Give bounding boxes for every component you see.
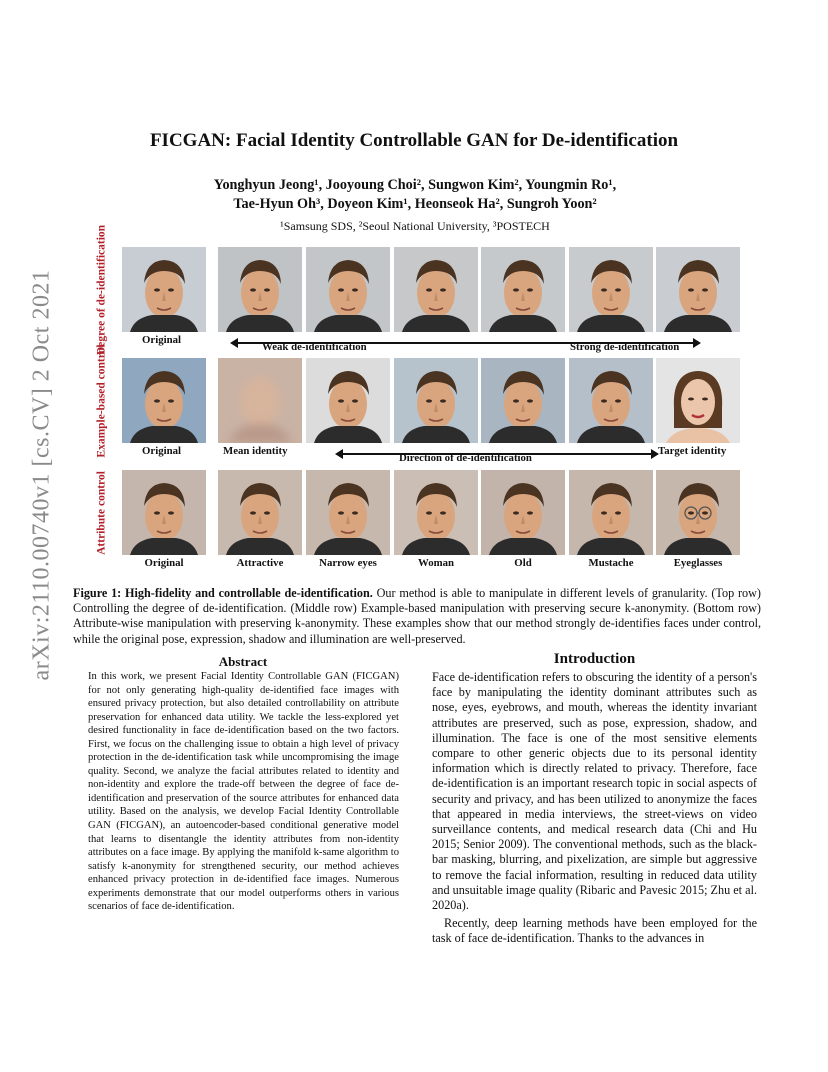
attr-caption-woman: Woman [418,557,454,569]
face-image-attr-woman [394,470,478,555]
caption-target-identity: Target identity [658,445,727,457]
face-image-attr-attractive [218,470,302,555]
face-image-deid-1 [218,247,302,332]
author-list [120,176,710,214]
attr-caption-mustache: Mustache [588,557,634,569]
row-label-attribute: Attribute control [95,471,108,555]
face-image-deid-2 [306,247,390,332]
face-image-mean-identity [218,358,302,443]
attr-caption-old: Old [514,557,532,569]
caption-mean-identity: Mean identity [223,445,288,457]
figure-caption [73,586,761,647]
abstract-heading: Abstract [218,654,268,669]
arxiv-stamp: arXiv:2110.00740v1 [cs.CV] 2 Oct 2021 [28,269,55,681]
authors-line-2: Tae-Hyun Oh³, Doyeon Kim¹, Heonseok Ha², Sungroh Yoon² [233,196,597,212]
intro-body [432,670,757,947]
paper-title: FICGAN: Facial Identity Controllable GAN for De-identification [149,130,679,151]
face-image-original-2 [122,358,206,443]
abstract-body: In this work, we present Facial Identity Controllable GAN (FICGAN) for not only generating high-quality de-identified face images with ensured privacy protection, but also detailed controllability on attribute preservation for enhanced data utility. We tackle the less-explored yet desired functionality in face de-identification based on the two factors. First, we focus on the challenging issue to obtain a high level of privacy protection in the de-identification task while uncompromising the image quality. Second, we analyze the facial attributes related to identity and non-identity and explore the trade-off between the degree of face de-identification and preservation of the source attributes for enhanced data utility. Based on the analysis, we develop Facial Identity Controllable GAN (FICGAN), an autoencoder-based conditional generative model that learns to disentangle the identity attributes from non-identity attributes on a face image. By applying the manifold k-same algorithm to satisfy k-anonymity for strengthened security, our method achieves enhanced privacy protection in de-identified face images. Numerous experiments demonstrate that our model outperforms others in various scenarios of face de-identification. [88,671,399,913]
row-label-degree: Degree of de-identification [95,224,108,356]
intro-paragraph-2: Recently, deep learning methods have been employed for the task of face de-identification. Thanks to the advances in [432,916,757,946]
face-image-interp-4 [569,358,653,443]
figure-caption-text: Our method is able to manipulate in different levels of granularity. (Top row) Controlling the degree of de-identification. (Middle row) Example-based manipulation with preserving secure k-anonymity. (Bottom row) Attribute-wise manipulation with preserving k-anonymity. These examples show that our method strongly de-identifies faces under control, while the original pose, expression, shadow and illumination are well-preserved. [73,586,761,646]
row-label-example: Example-based control [95,344,108,458]
face-image-deid-6 [656,247,740,332]
intro-paragraph-1: Face de-identification refers to obscuring the identity of a person's face by manipulating the identity dominant attributes such as nose, eyes, eyebrows, and mouth, whereas the identity invariant attributes are preserved, such as pose, expression, shadow, and illumination. The face is one of the most sensitive elements compare to other generic objects due to its personal identity information which is directly related to privacy. Therefore, face de-identification is an important research topic in social aspects of security and privacy, and has been utilized to anonymize the faces that appeared in media interviews, the street-views on video surveillance contents, and medical research data (Chi and Hu 2015; Senior 2009). The conventional methods, such as the black-bar masking, blurring, and pixelization, are simple but aggressive to remove the facial information, resulting in reduced data utility and unsuitable image quality (Ribaric and Pavesic 2015; Zhu et al. 2020a). [432,670,757,913]
attr-caption-attractive: Attractive [236,557,284,569]
attr-caption-narrow-eyes: Narrow eyes [319,557,377,569]
face-image-interp-3 [481,358,565,443]
face-image-attr-narrow-eyes [306,470,390,555]
caption-original-2: Original [142,445,181,457]
face-image-attr-mustache [569,470,653,555]
figure-caption-bold: Figure 1: High-fidelity and controllable de-identification. [73,586,373,600]
face-image-attr-eyeglasses [656,470,740,555]
face-image-target-identity [656,358,740,443]
face-image-interp-2 [394,358,478,443]
face-image-deid-4 [481,247,565,332]
authors-line-1: Yonghyun Jeong¹, Jooyoung Choi², Sungwon Kim², Youngmin Ro¹, [213,177,617,193]
caption-direction: Direction of de-identification [399,452,532,464]
intro-heading: Introduction [553,651,636,667]
caption-original-1: Original [142,334,181,346]
caption-weak: Weak de-identification [262,341,367,353]
face-image-interp-1 [306,358,390,443]
face-image-attr-old [481,470,565,555]
face-image-deid-3 [394,247,478,332]
attr-caption-eyeglasses: Eyeglasses [673,557,723,569]
face-image-attr-original [122,470,206,555]
face-image-deid-5 [569,247,653,332]
caption-strong: Strong de-identification [570,341,680,353]
attr-caption-original: Original [144,557,184,569]
face-image-original [122,247,206,332]
affiliations: ¹Samsung SDS, ²Seoul National University, ³POSTECH [280,219,550,233]
